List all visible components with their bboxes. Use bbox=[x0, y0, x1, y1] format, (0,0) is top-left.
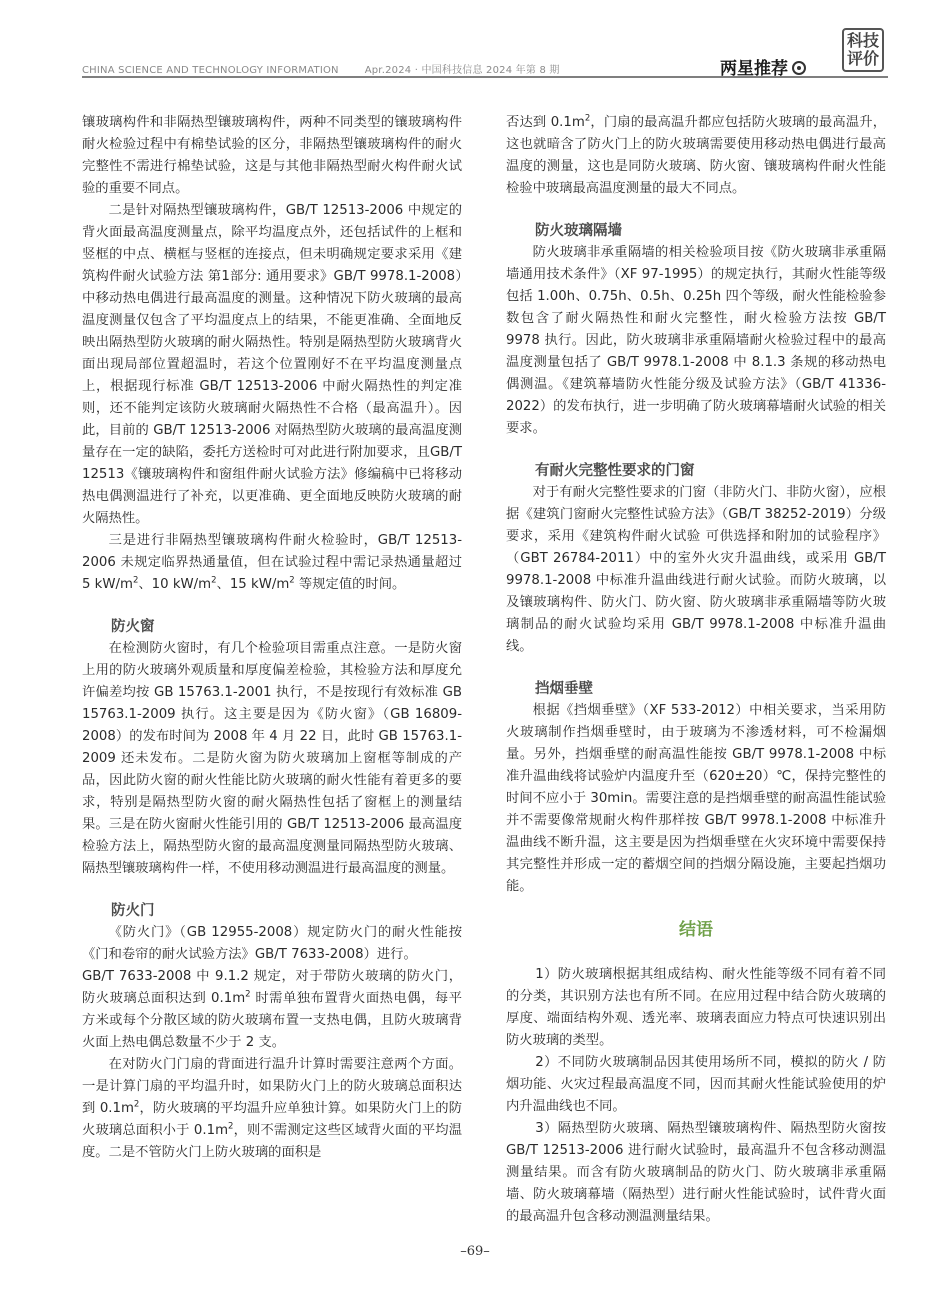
left-column bbox=[82, 112, 462, 1164]
text-run: 时需单独布置背火面热电偶，每平方米或每个分散区域的防火玻璃布置一支热电偶，且防火玻璃背火面上热电偶总数量不少于 2 支。 bbox=[82, 991, 462, 1050]
text-run: 等规定值的时间。 bbox=[294, 577, 406, 592]
text-run: 三是进行非隔热型镶玻璃构件耐火检验时，GB/T 12513-2006 未规定临界热通量值，但在试验过程中需记录热通量超过 5 kW/m bbox=[82, 533, 462, 592]
journal-name-en: CHINA SCIENCE AND TECHNOLOGY INFORMATION bbox=[82, 65, 339, 76]
paragraph bbox=[82, 530, 462, 596]
target-circle-icon bbox=[792, 61, 806, 75]
paragraph: 防火玻璃非承重隔墙的相关检验项目按《防火玻璃非承重隔墙通用技术条件》（XF 97-1995）的规定执行，其耐火性能等级包括 1.00h、0.75h、0.5h、0.25h 四个等级，耐火性能检验参数包含了耐火隔热性和耐火完整性，耐火检验方法按 GB/T 9978 执行。因此，防火玻璃非承重隔墙耐火检验过程中的最高温度测量包括了 GB/T 9978.1-2008 中 8.1.3 条规的移动热电偶测温。《建筑幕墙防火性能分级及试验方法》（GB/T 41336-2022）的发布执行，进一步明确了防火玻璃幕墙耐火试验的相关要求。 bbox=[506, 245, 886, 436]
paragraph: 根据《挡烟垂壁》（XF 533-2012）中相关要求，当采用防火玻璃制作挡烟垂壁时，由于玻璃为不渗透材料，可不检漏烟量。另外，挡烟垂壁的耐高温性能按 GB/T 9978.1-2008 中标准升温曲线将试验炉内温度升至（620±20）℃，保持完整性的时间不应小于 30min。需要注意的是挡烟垂壁的耐高温性能试验并不需要像常规耐火构件那样按 GB/T 9978.1-2008 中标准升温曲线不断升温，这主要是因为挡烟垂壁在火灾环境中需要保持其完整性并形成一定的蓄烟空间的挡烟分隔设施，主要起挡烟功能。 bbox=[506, 703, 886, 894]
text-run: 否达到 0.1m bbox=[506, 115, 585, 130]
section-title-text: 两星推荐 bbox=[720, 59, 788, 79]
logo-line-2: 评价 bbox=[846, 49, 879, 68]
section-heading-door-window: 有耐火完整性要求的门窗 bbox=[535, 463, 695, 479]
paragraph bbox=[506, 112, 886, 200]
conclusion-item: 3）隔热型防火玻璃、隔热型镶玻璃构件、隔热型防火窗按 GB/T 12513-2006 进行耐火试验时，最高温升不包含移动测温测量结果。而含有防火玻璃制品的防火门、防火玻璃非承重隔墙、防火玻璃幕墙（隔热型）进行耐火性能试验时，试件背火面的最高温升包含移动测温测量结果。 bbox=[506, 1121, 886, 1224]
paragraph: 对于有耐火完整性要求的门窗（非防火门、非防火窗），应根据《建筑门窗耐火完整性试验方法》（GB/T 38252-2019）分级要求，采用《建筑构件耐火试验 可供选择和附加的试验程序》（GBT 26784-2011）中的室外火灾升温曲线，或采用 GB/T 9978.1-2008 中标准升温曲线进行耐火试验。而防火玻璃，以及镶玻璃构件、防火门、防火窗、防火玻璃非承重隔墙等防火玻璃制品的耐火试验均采用 GB/T 9978.1-2008 中标准升温曲线。 bbox=[506, 485, 886, 654]
text-run: 、10 kW/m bbox=[138, 577, 212, 592]
superscript: 2 bbox=[211, 575, 217, 586]
superscript: 2 bbox=[245, 989, 251, 1000]
journal-logo bbox=[842, 28, 884, 72]
conclusion-item: 2）不同防火玻璃制品因其使用场所不同，模拟的防火 / 防烟功能、火灾过程最高温度不同，因而其耐火性能试验使用的炉内升温曲线也不同。 bbox=[506, 1055, 886, 1114]
conclusion-item: 1）防火玻璃根据其组成结构、耐火性能等级不同有着不同的分类，其识别方法也有所不同。在应用过程中结合防火玻璃的厚度、端面结构外观、透光率、玻璃表面应力特点可快速识别出防火玻璃的类型。 bbox=[506, 967, 886, 1048]
text-run: ，防火玻璃的平均温升应单独计算。如果防火门上的防火玻璃总面积小于 0.1m bbox=[82, 1101, 463, 1138]
text-run: 、15 kW/m bbox=[216, 577, 290, 592]
paragraph bbox=[82, 966, 462, 1054]
paragraph: 在检测防火窗时，有几个检验项目需重点注意。一是防火窗上用的防火玻璃外观质量和厚度偏差检验，其检验方法和厚度允许偏差均按 GB 15763.1-2001 执行，不是按现行有效标准 GB 15763.1-2009 执行。这主要是因为《防火窗》（GB 16809-2008）的发布时间为 2008 年 4 月 22 日，此时 GB 15763.1-2009 还未发布。二是防火窗为防火玻璃加上窗框等制成的产品，因此防火窗的耐火性能比防火玻璃的耐火性能有着更多的要求，特别是隔热型防火窗的耐火隔热性包括了窗框上的测量结果。三是在防火窗耐火性能引用的 GB/T 12513-2006 最高温度检验方法上，隔热型防火窗的最高温度测量同隔热型防火玻璃、隔热型镶玻璃构件一样，不使用移动测温进行最高温度的测量。 bbox=[82, 641, 462, 876]
text-run: 在对防火门门扇的背面进行温升计算时需要注意两个方面。一是计算门扇的平均温升时，如果防火门上的防火玻璃总面积达到 0.1m bbox=[82, 1057, 462, 1116]
section-heading-wall: 防火玻璃隔墙 bbox=[535, 223, 622, 239]
paragraph: 镶玻璃构件和非隔热型镶玻璃构件，两种不同类型的镶玻璃构件耐火检验过程中有棉垫试验的区分，非隔热型镶玻璃构件的耐火完整性不需进行棉垫试验，这是与其他非隔热型耐火构件耐火试验的重要不同点。 bbox=[82, 115, 462, 196]
page-header bbox=[0, 0, 950, 80]
right-column bbox=[506, 112, 886, 1228]
superscript: 2 bbox=[289, 575, 295, 586]
superscript: 2 bbox=[132, 575, 139, 586]
paragraph: 《防火门》（GB 12955-2008）规定防火门的耐火性能按《门和卷帘的耐火试验方法》GB/T 7633-2008）进行。 bbox=[82, 925, 462, 962]
issue-info: Apr.2024 · 中国科技信息 2024 年第 8 期 bbox=[364, 65, 560, 76]
journal-line bbox=[82, 61, 560, 76]
section-heading-door: 防火门 bbox=[111, 903, 155, 919]
superscript: 2 bbox=[584, 113, 591, 124]
superscript: 2 bbox=[133, 1099, 140, 1110]
logo-line-1: 科技 bbox=[846, 31, 879, 50]
section-heading-smoke-barrier: 挡烟垂壁 bbox=[535, 681, 593, 697]
text-run: ，则不需测定这些区域背火面的平均温度。二是不管防火门上防火玻璃的面积是 bbox=[82, 1123, 463, 1160]
superscript: 2 bbox=[228, 1121, 234, 1132]
text-run: GB/T 7633-2008 中 9.1.2 规定，对于带防火玻璃的防火门，防火玻璃总面积达到 0.1m bbox=[82, 969, 462, 1006]
conclusion-heading: 结语 bbox=[679, 920, 713, 940]
paragraph: 二是针对隔热型镶玻璃构件，GB/T 12513-2006 中规定的背火面最高温度测量点，除平均温度点外，还包括试件的上框和竖框的中点、横框与竖框的连接点，但未明确规定要求采用《建筑构件耐火试验方法 第1部分: 通用要求》GB/T 9978.1-2008）中移动热电偶进行最高温度的测量。这种情况下防火玻璃的最高温度测量仅包含了平均温度点上的结果，不能更准确、全面地反映出隔热型防火玻璃的耐火隔热性。特别是隔热型防火玻璃背火面出现局部位置超温时，若这个位置刚好不在平均温度测量点上，根据现行标准 GB/T 12513-2006 中耐火隔热性的判定准则，还不能判定该防火玻璃耐火隔热性不合格（最高温升）。因此，目前的 GB/T 12513-2006 对隔热型防火玻璃的最高温度测量存在一定的缺陷，委托方送检时可对此进行附加要求，且GB/T 12513《镶玻璃构件和窗组件耐火试验方法》修编稿中已将移动热电偶测温进行了补充，以更准确、更全面地反映防火玻璃的耐火隔热性。 bbox=[82, 203, 462, 526]
section-heading-window: 防火窗 bbox=[111, 619, 155, 635]
text-run: ，门扇的最高温升都应包括防火玻璃的最高温升，这也就暗含了防火门上的防火玻璃需要使用移动热电偶进行最高温度的测量，这也是同防火玻璃、防火窗、镶玻璃构件耐火性能检验中玻璃最高温度测量的最大不同点。 bbox=[506, 115, 887, 196]
page-number: –69– bbox=[460, 1244, 490, 1259]
header-divider bbox=[82, 76, 888, 78]
paragraph bbox=[82, 1054, 462, 1164]
